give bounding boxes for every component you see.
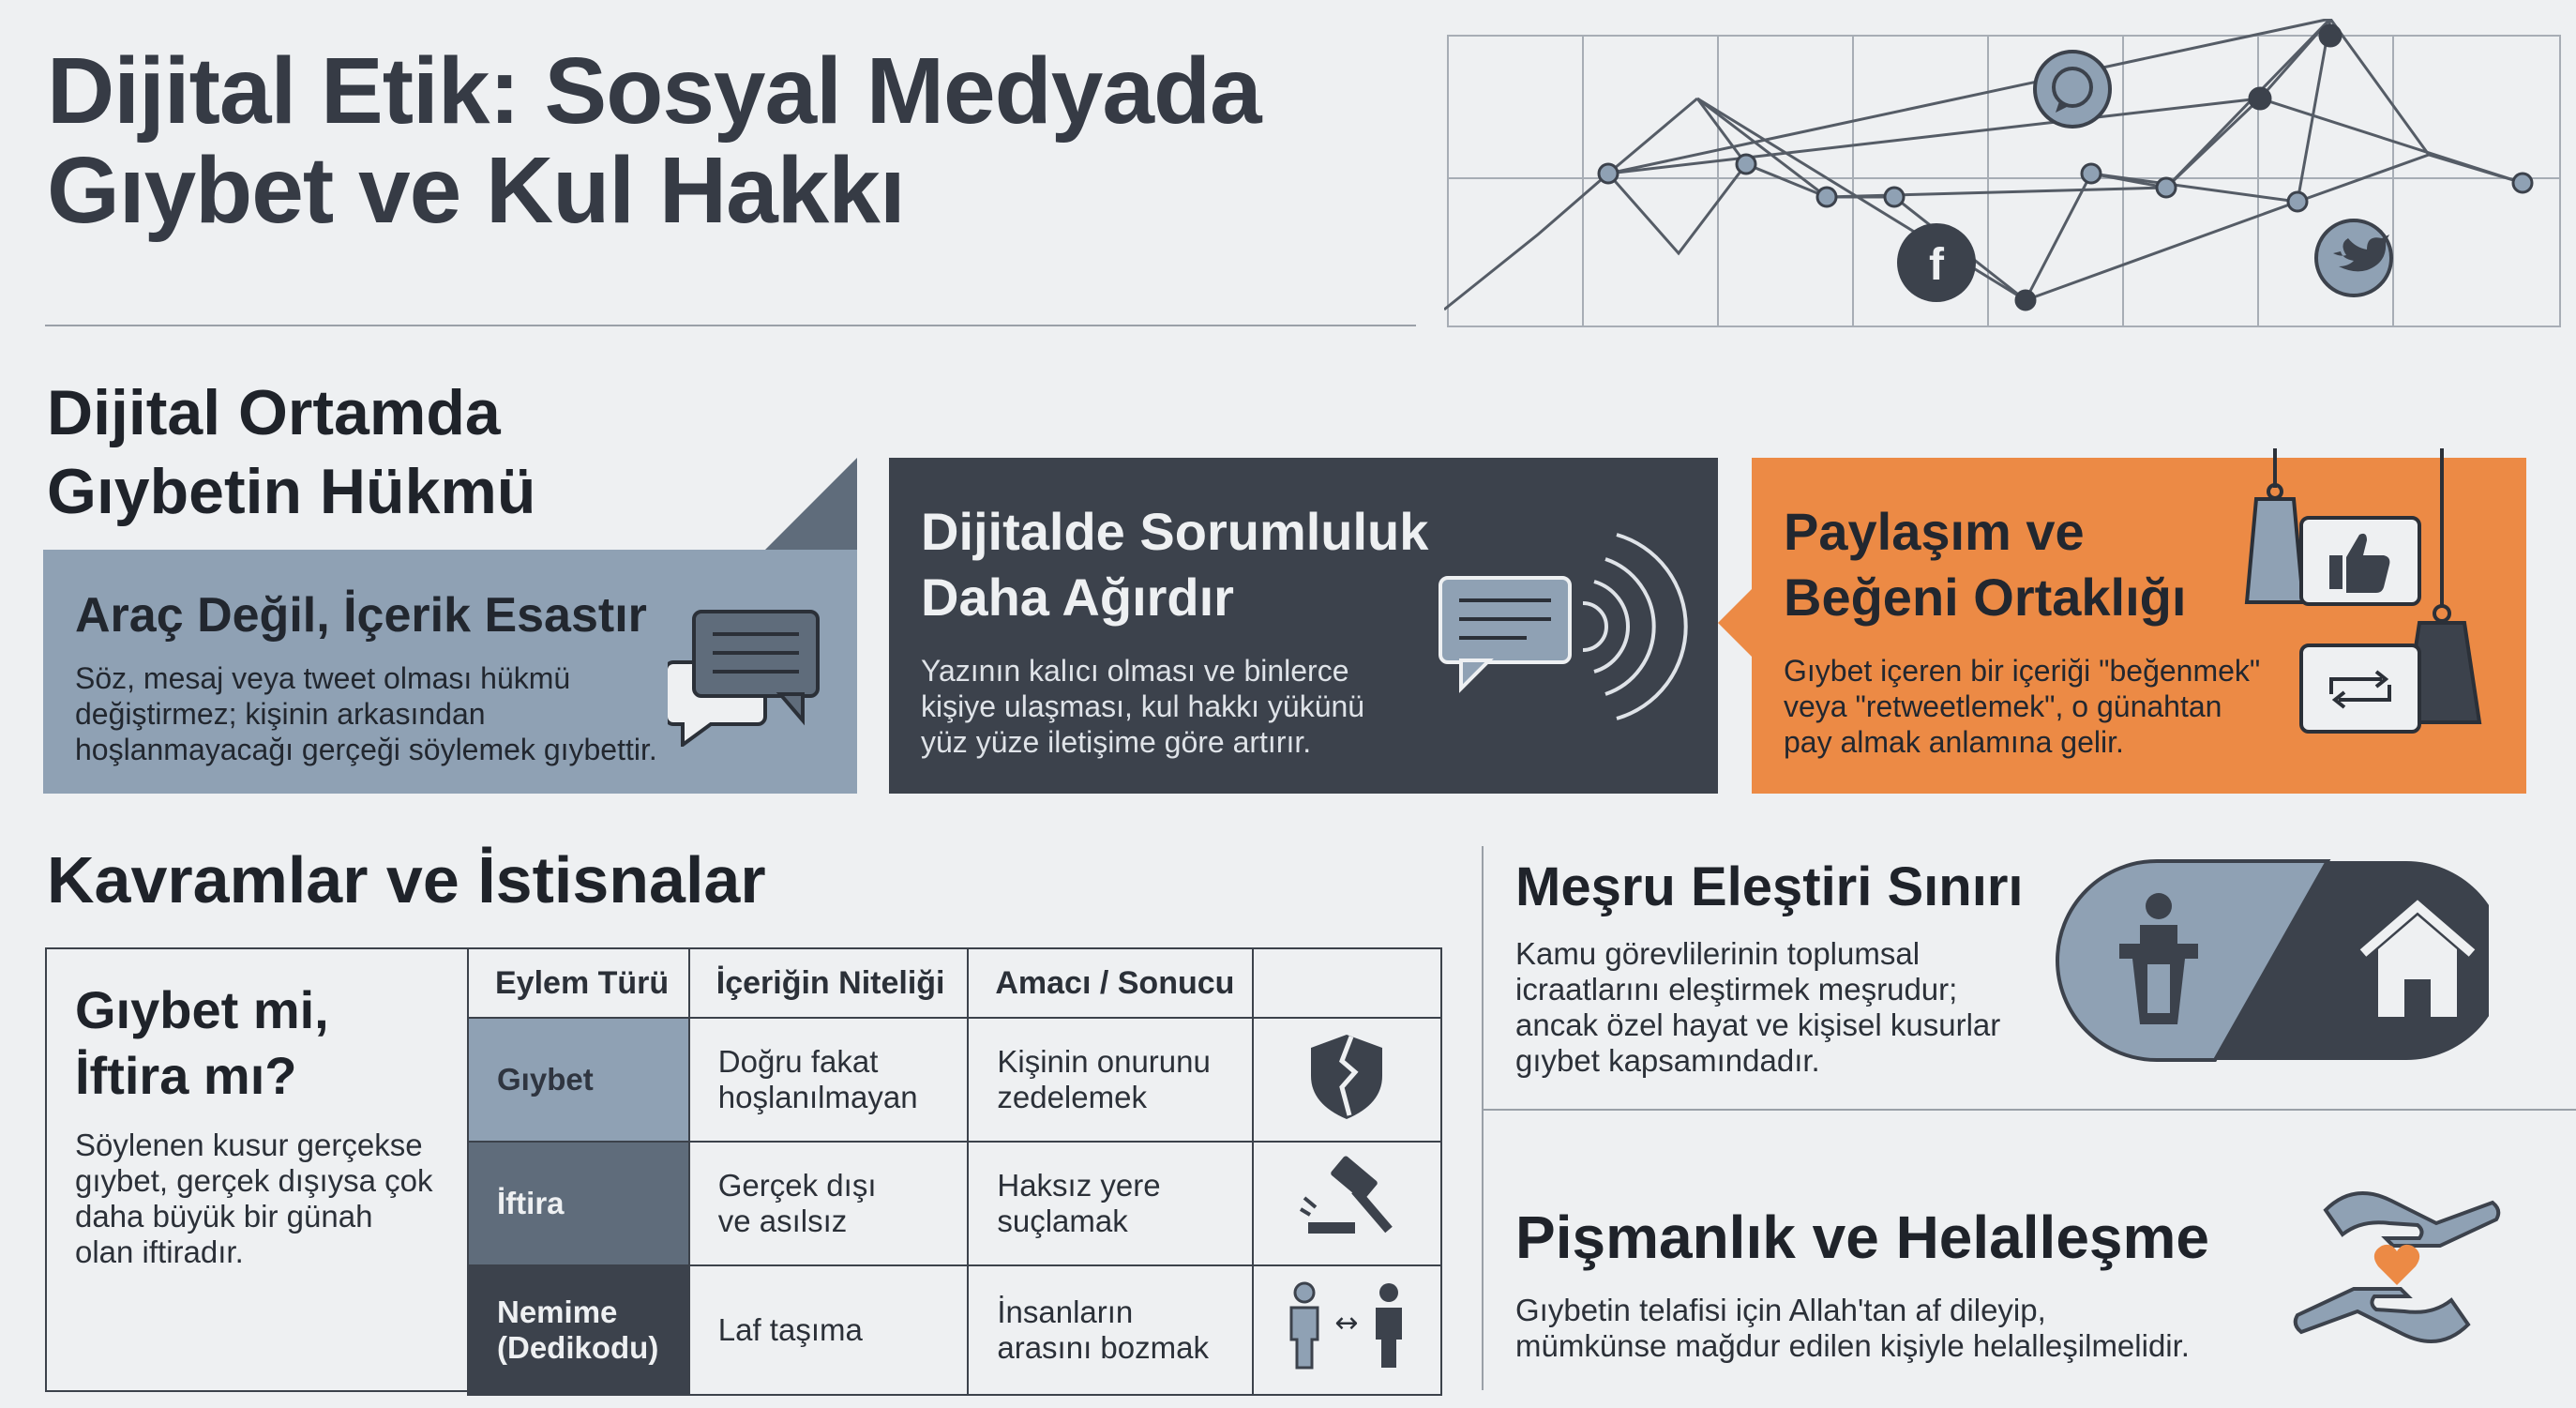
card-paylasim-line: pay almak anlamına gelir. xyxy=(1784,725,2124,759)
table-header-row xyxy=(468,948,1441,1018)
pismanlik-line: Gıybetin telafisi için Allah'tan af dileyip, xyxy=(1515,1293,2046,1327)
hukum-title xyxy=(47,373,535,531)
page-title xyxy=(47,38,1261,243)
cell-line: hoşlanılmayan xyxy=(717,1080,918,1114)
row-label-iftira: İftira xyxy=(468,1142,689,1265)
kavramlar-box-line: daha büyük bir günah xyxy=(75,1199,373,1234)
cell-line: Kişinin onurunu xyxy=(997,1044,1211,1079)
elestiri-line: ancak özel hayat ve kişisel kusurlar xyxy=(1515,1007,2001,1042)
card-sorumluluk xyxy=(889,458,1718,794)
page-title-line2: Gıybet ve Kul Hakkı xyxy=(47,138,905,243)
card-paylasim-line: veya "retweetlemek", o günahtan xyxy=(1784,689,2222,723)
hukum-title-line2: Gıybetin Hükmü xyxy=(47,456,536,527)
svg-text:f: f xyxy=(1929,240,1944,290)
card-arac-degil-line: değiştirmez; kişinin arkasından xyxy=(75,697,486,731)
cell-line: arasını bozmak xyxy=(997,1330,1209,1365)
row-icon-cell xyxy=(1253,1265,1442,1395)
kavramlar-table xyxy=(467,947,1442,1396)
table-header: Eylem Türü xyxy=(468,948,689,1018)
elestiri-line: gıybet kapsamındadır. xyxy=(1515,1043,1820,1078)
elestiri-line: icraatlarını eleştirmek meşrudur; xyxy=(1515,972,1958,1007)
card-paylasim-title-line2: Beğeni Ortaklığı xyxy=(1784,568,2187,627)
cell-line: İnsanların xyxy=(997,1294,1134,1329)
kavramlar-box-text xyxy=(75,1128,433,1270)
card-pointer-arrow xyxy=(1718,589,1752,657)
card-arac-degil xyxy=(43,550,857,794)
cell-line: Laf taşıma xyxy=(717,1312,863,1347)
card-sorumluluk-line: kişiye ulaşması, kul hakkı yükünü xyxy=(921,689,1365,723)
social-network-graphic xyxy=(1444,19,2569,338)
cell-line: ve asılsız xyxy=(717,1204,848,1238)
pismanlik-title: Pişmanlık ve Helalleşme xyxy=(1515,1204,2209,1271)
kavramlar-box-title-line2: İftira mı? xyxy=(75,1046,297,1105)
cell-line: Gerçek dışı xyxy=(717,1168,877,1203)
pismanlik-text xyxy=(1515,1293,2190,1364)
people-exchange-icon xyxy=(1286,1279,1408,1373)
row-label-gibet: Gıybet xyxy=(468,1018,689,1142)
whatsapp-icon xyxy=(2035,52,2110,127)
row-nitelik xyxy=(689,1265,969,1395)
card-sorumluluk-text xyxy=(921,653,1364,760)
row-label-nemime xyxy=(468,1265,689,1395)
elestiri-title: Meşru Eleştiri Sınırı xyxy=(1515,856,2024,917)
kavramlar-title: Kavramlar ve İstisnalar xyxy=(47,843,766,916)
elestiri-line: Kamu görevlilerinin toplumsal xyxy=(1515,936,1921,971)
row-nitelik xyxy=(689,1018,969,1142)
table-row xyxy=(468,1018,1441,1142)
kavramlar-box-title-line1: Gıybet mi, xyxy=(75,980,329,1039)
card-paylasim-title xyxy=(1784,499,2186,630)
column-divider xyxy=(1482,846,1484,1390)
retweet-icon xyxy=(2297,642,2423,735)
elestiri-text xyxy=(1515,936,2000,1079)
row-amac xyxy=(968,1142,1252,1265)
row-icon-cell xyxy=(1253,1018,1442,1142)
card-arac-degil-title: Araç Değil, İçerik Esastır xyxy=(75,588,647,643)
broadcast-message-icon xyxy=(1433,514,1714,739)
kavramlar-box-title xyxy=(75,977,329,1109)
card-arac-degil-line: Söz, mesaj veya tweet olması hükmü xyxy=(75,661,571,695)
cell-line: Haksız yere xyxy=(997,1168,1161,1203)
page-title-line1: Dijital Etik: Sosyal Medyada xyxy=(47,38,1261,144)
like-icon xyxy=(2297,514,2423,608)
broken-shield-icon xyxy=(1304,1029,1389,1123)
facebook-icon xyxy=(1897,223,1976,302)
cell-line: suçlamak xyxy=(997,1204,1128,1238)
card-sorumluluk-line: Yazının kalıcı olması ve binlerce xyxy=(921,654,1349,688)
label-line: (Dedikodu) xyxy=(497,1330,659,1365)
kavramlar-box-line: Söylenen kusur gerçekse xyxy=(75,1128,423,1162)
svg-text:↔: ↔ xyxy=(1334,1307,1359,1340)
card-sorumluluk-title xyxy=(921,499,1428,630)
kavramlar-box xyxy=(45,947,1440,1392)
card-sorumluluk-line: yüz yüze iletişime göre artırır. xyxy=(921,725,1312,759)
card-arac-degil-line: hoşlanmayacağı gerçeği söylemek gıybettir. xyxy=(75,733,657,766)
card-paylasim xyxy=(1752,458,2526,794)
hands-heart-icon xyxy=(2288,1174,2506,1362)
chat-bubbles-icon xyxy=(668,606,827,747)
table-row xyxy=(468,1265,1441,1395)
header-divider xyxy=(45,325,1416,326)
right-section-divider xyxy=(1482,1109,2576,1111)
table-row xyxy=(468,1142,1441,1265)
row-amac xyxy=(968,1265,1252,1395)
cell-line: zedelemek xyxy=(997,1080,1147,1114)
card-fold-decoration xyxy=(765,458,857,550)
card-paylasim-title-line1: Paylaşım ve xyxy=(1784,502,2085,561)
public-private-split-graphic xyxy=(2054,857,2489,1064)
card-arac-degil-text xyxy=(75,660,657,767)
table-header: İçeriğin Niteliği xyxy=(689,948,969,1018)
pismanlik-line: mümkünse mağdur edilen kişiyle helalleşilmelidir. xyxy=(1515,1328,2190,1363)
row-icon-cell xyxy=(1253,1142,1442,1265)
hukum-title-line1: Dijital Ortamda xyxy=(47,377,501,448)
row-amac xyxy=(968,1018,1252,1142)
twitter-icon xyxy=(2316,220,2391,295)
card-paylasim-text xyxy=(1784,653,2260,760)
label-line: Nemime xyxy=(497,1294,618,1329)
card-sorumluluk-title-line2: Daha Ağırdır xyxy=(921,568,1234,627)
card-sorumluluk-title-line1: Dijitalde Sorumluluk xyxy=(921,502,1429,561)
kavramlar-box-line: gıybet, gerçek dışıysa çok xyxy=(75,1163,433,1198)
table-header xyxy=(1253,948,1442,1018)
gavel-icon xyxy=(1295,1153,1398,1247)
cell-line: Doğru fakat xyxy=(717,1044,879,1079)
row-nitelik xyxy=(689,1142,969,1265)
table-header: Amacı / Sonucu xyxy=(968,948,1252,1018)
kavramlar-box-line: olan iftiradır. xyxy=(75,1234,244,1269)
card-paylasim-line: Gıybet içeren bir içeriği "beğenmek" xyxy=(1784,654,2261,688)
